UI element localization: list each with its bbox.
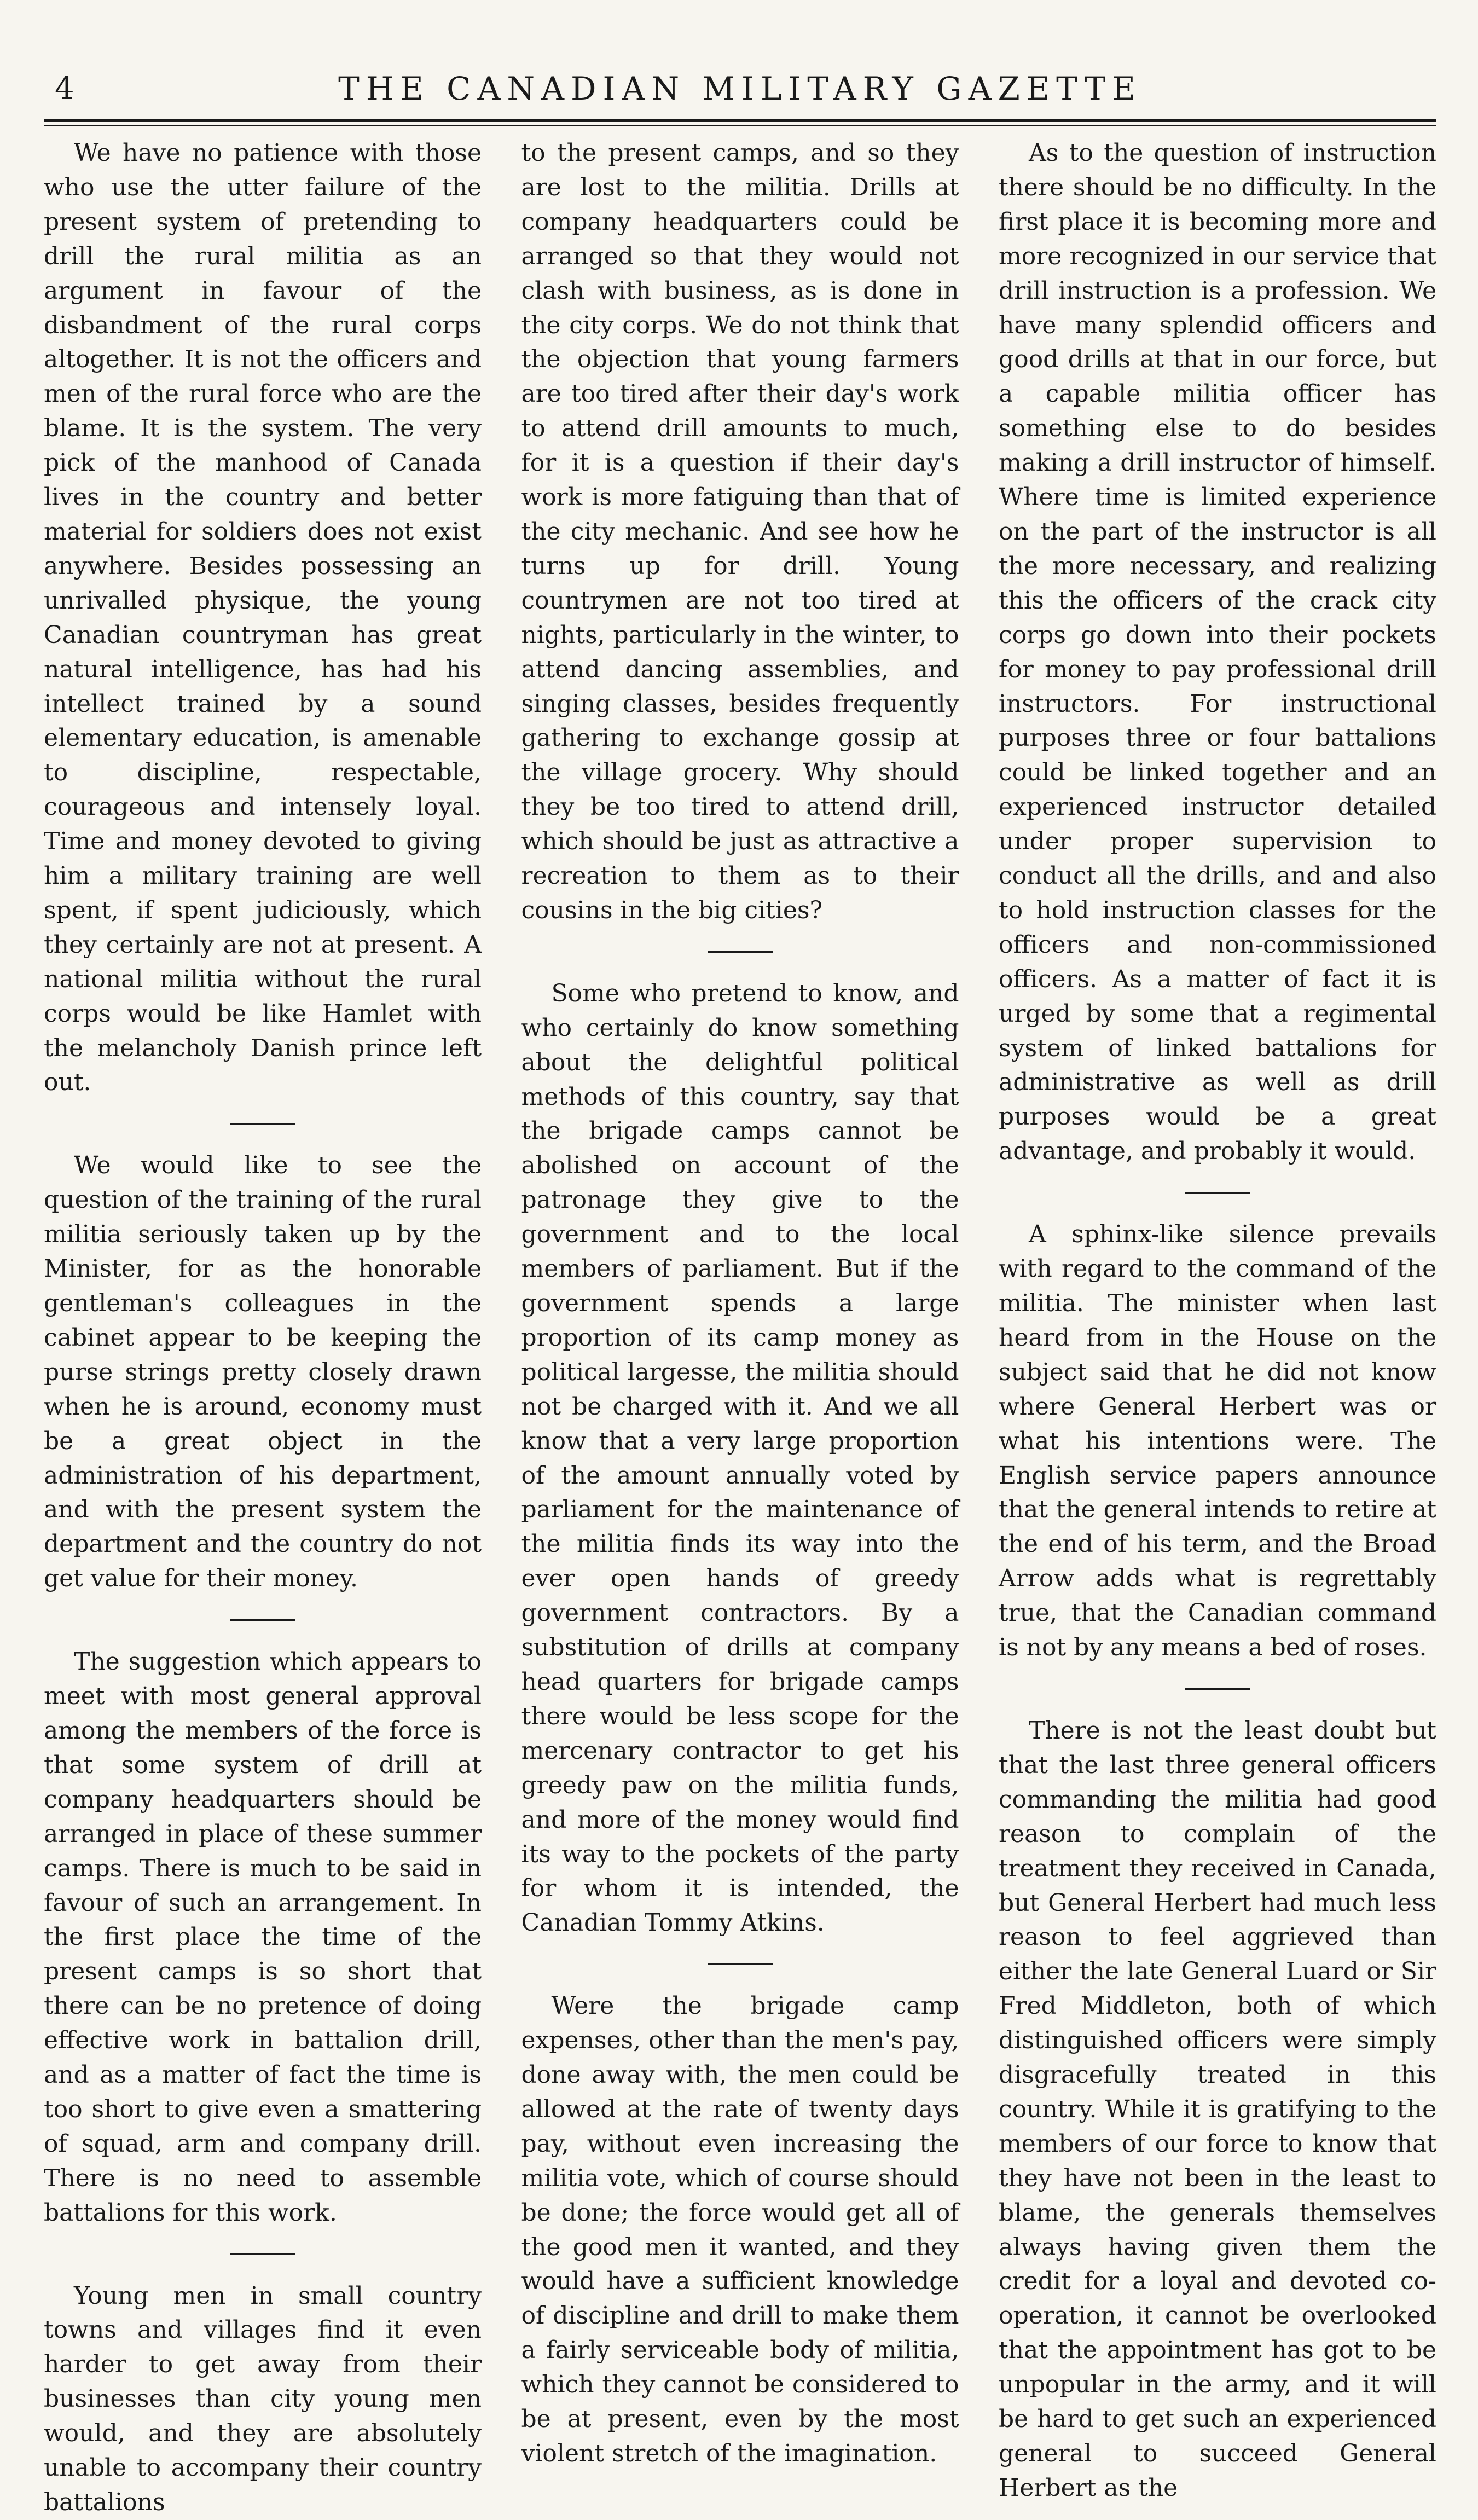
paragraph: Were the brigade camp expenses, other than the men's pay, done away with, the men could be allowed at the rate of twenty days pay, without even increasing the militia vote, which of course should be done; the force would get all of the good men it wanted, and they would have a sufficient knowledge of discipline and drill to make them a fairly serviceable body of militia, which they cannot be considered to be at present, even by the most violent stretch of the imagination. — [521, 1992, 959, 2467]
paragraph: A sphinx-like silence prevails with regard to the command of the militia. The minister when last heard from in the House on the subject said that he did not know where General Herbert was or what his intentions were. The English service papers announce that the general intends to retire at the end of his term, and the Broad Arrow adds what is regrettably true, that the Canadian command is not by any means a bed of roses. — [999, 1220, 1436, 1662]
header-rule-thin — [44, 125, 1436, 126]
paragraph-continued: to the present camps, and so they are lost to the militia. Drills at company headquarters could be arranged so that they would not clash with business, as is done in the city corps. We do not think that the objection that young farmers are too tired after their day's work to attend drill amounts to much, for it is a question if their day's work is more fatiguing than that of the city mechanic. And see how he turns up for drill. Young countrymen are not too tired at nights, particularly in the winter, to attend dancing assemblies, and singing classes, besides frequently gathering to exchange gossip at the village grocery. Why should they be too tired to attend drill, which should be just as attractive a recreation to them as to their cousins in the big cities? — [521, 139, 959, 924]
paragraph-separator — [230, 1619, 295, 1621]
paragraph: Some who pretend to know, and who certainly do know something about the delightful political methods of this country, say that the brigade camps cannot be abolished on account of the patronage they give to the government and to the local members of parliament. But if the government spends a large proportion of its camp money as political largesse, the militia should not be charged with it. And we all know that a very large proportion of the amount annually voted by parliament for the maintenance of the militia finds its way into the ever open hands of greedy government contractors. By a substitution of drills at company head quarters for brigade camps there would be less scope for the mercenary contractor to get his greedy paw on the militia funds, and more of the money would find its way to the pockets of the party for whom it is intended, the Canadian Tommy Atkins. — [521, 979, 959, 1937]
page-number: 4 — [55, 71, 74, 106]
paragraph-separator — [230, 1123, 295, 1125]
page-header — [44, 71, 1436, 112]
paragraph: The suggestion which appears to meet with most general approval among the members of the force is that some system of drill at company headquarters should be arranged in place of these summer camps. There is much to be said in favour of such an arrangement. In the first place the time of the present camps is so short that there can be no pretence of doing effective work in battalion drill, and as a matter of fact the time is too short to give even a smattering of squad, arm and company drill. There is no need to assemble battalions for this work. — [44, 1648, 482, 2227]
column-3 — [999, 136, 1436, 2520]
paragraph-separator — [708, 951, 773, 953]
paragraph: There is not the least doubt but that the last three general officers commanding the militia had good reason to complain of the treatment they received in Canada, but General Herbert had much less reason to feel aggrieved than either the late General Luard or Sir Fred Middleton, both of which distinguished officers were simply disgracefully treated in this country. While it is gratifying to the members of our force to know that they have not been in the least to blame, the generals themselves always having given them the credit for a loyal and devoted co-operation, it cannot be overlooked that the appointment has got to be unpopular in the army, and it will be hard to get such an experienced general to succeed General Herbert as the — [999, 1716, 1436, 2502]
paragraph: We would like to see the question of the training of the rural militia seriously taken up by the Minister, for as the honorable gentleman's colleagues in the cabinet appear to be keeping the purse strings pretty closely drawn when he is around, economy must be a great object in the administration of his department, and with the present system the department and the country do not get value for their money. — [44, 1151, 482, 1593]
paragraph-separator — [230, 2253, 295, 2255]
paragraph: We have no patience with those who use the utter failure of the present system of pretending to drill the rural militia as an argument in favour of the disbandment of the rural corps altogether. It is not the officers and men of the rural force who are the blame. It is the system. The very pick of the manhood of Canada lives in the country and better material for soldiers does not exist anywhere. Besides possessing an unrivalled physique, the young Canadian countryman has great natural intelligence, has had his intellect trained by a sound elementary education, is amenable to discipline, respectable, courageous and intensely loyal. Time and money devoted to giving him a military training are well spent, if spent judiciously, which they certainly are not at present. A national militia without the rural corps would be like Hamlet with the melancholy Danish prince left out. — [44, 139, 482, 1097]
paragraph-separator — [1185, 1192, 1250, 1194]
masthead-title: THE CANADIAN MILITARY GAZETTE — [338, 70, 1142, 107]
paragraph: Young men in small country towns and villages find it even harder to get away from their businesses than city young men would, and they are absolutely unable to accompany their country battalions — [44, 2281, 482, 2516]
column-1 — [44, 136, 482, 2520]
column-2 — [521, 136, 959, 2520]
paragraph-separator — [708, 1963, 773, 1965]
article-columns — [44, 136, 1436, 2520]
paragraph-separator — [1185, 1688, 1250, 1690]
newspaper-page — [44, 71, 1436, 2520]
header-rule-thick — [44, 119, 1436, 122]
paragraph: As to the question of instruction there should be no difficulty. In the first place it is becoming more and more recognized in our service that drill instruction is a profession. We have many splendid officers and good drills at that in our force, but a capable militia officer has something else to do besides making a drill instructor of himself. Where time is limited experience on the part of the instructor is all the more necessary, and realizing this the officers of the crack city corps go down into their pockets for money to pay professional drill instructors. For instructional purposes three or four battalions could be linked together and an experienced instructor detailed under proper supervision to conduct all the drills, and and also to hold instruction classes for the officers and non-commissioned officers. As a matter of fact it is urged by some that a regimental system of linked battalions for administrative as well as drill purposes would be a great advantage, and probably it would. — [999, 139, 1436, 1166]
